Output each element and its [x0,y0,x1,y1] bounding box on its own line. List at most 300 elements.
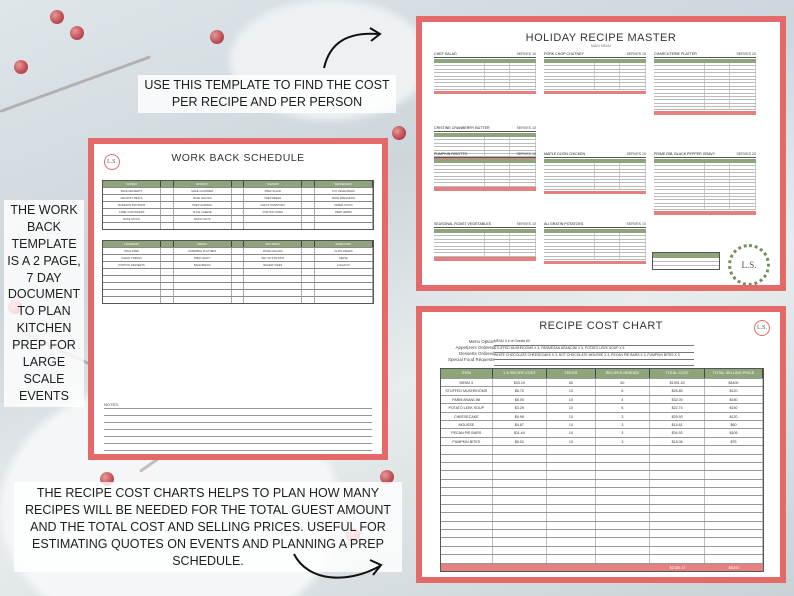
grid-cell[interactable] [232,216,244,222]
cost-cell[interactable] [650,547,705,554]
cost-cell[interactable] [493,480,548,487]
meta-label: Appetizers Ordered [455,345,495,351]
cost-cell[interactable] [493,471,548,478]
cost-cell[interactable] [705,547,763,554]
grid-cell[interactable] [161,202,173,208]
cost-cell[interactable] [441,455,493,462]
cost-cell[interactable]: 4 [596,396,651,403]
grid-cell[interactable] [103,269,161,275]
recipe-card-title [434,52,536,58]
grid-cell[interactable]: SERVE [315,255,373,261]
grid-cell[interactable] [244,283,302,289]
grid-cell[interactable] [174,269,232,275]
notes-line [104,450,372,451]
cost-cell[interactable] [493,513,548,520]
cost-cell[interactable] [596,522,651,529]
cost-cell[interactable]: 10 [547,396,595,403]
table-row [441,546,763,554]
grid-cell[interactable] [161,209,173,215]
cost-cell[interactable] [705,488,763,495]
cost-cell[interactable]: 3 [596,421,651,428]
cost-cell[interactable] [650,522,705,529]
grid-cell[interactable]: ROAST NUTS [174,216,232,222]
grid-cell[interactable] [302,216,314,222]
grid-cell[interactable]: MAKE CHOWDER [174,188,232,194]
cost-cell[interactable]: $18.06 [650,438,705,445]
cost-cell[interactable] [547,513,595,520]
cost-cell[interactable]: 10 [547,429,595,436]
grid-cell[interactable]: FINISH SAUCES [244,248,302,254]
cost-cell[interactable] [596,538,651,545]
grid-cell[interactable]: MAKE DRESSINGS [315,195,373,201]
recipe-cost-chart-sheet [416,306,786,583]
cost-cell[interactable]: $60 [705,421,763,428]
cost-cell[interactable] [493,538,548,545]
cost-cell[interactable] [441,522,493,529]
cost-cell[interactable]: 3 [596,438,651,445]
cost-cell[interactable]: PUMPKIN BITES [441,438,493,445]
recipe-card-name: MAPLE DIJON CHICKEN [544,152,586,156]
cost-cell[interactable] [650,471,705,478]
table-row [103,275,373,282]
summary-box [652,252,720,270]
grid-cell[interactable]: BAKE DESSERTS [103,188,161,194]
recipe-card-total [544,191,646,195]
arrow-icon [288,548,388,588]
cost-cell[interactable]: PECAN PIE BARS [441,429,493,436]
table-row [441,403,763,411]
grid-cell[interactable] [161,255,173,261]
cost-cell[interactable]: $3.29 [493,404,548,411]
notes-label: NOTES: [104,402,119,407]
cost-cell[interactable]: MOUSSE [441,421,493,428]
recipe-card-title [544,222,646,228]
cost-cell[interactable] [705,496,763,503]
grid-cell[interactable]: PORTION SIDES [244,209,302,215]
cost-cell[interactable] [596,480,651,487]
cost-cell[interactable]: $26.80 [650,387,705,394]
cost-cell[interactable]: 10 [547,438,595,445]
cost-cell[interactable] [596,530,651,537]
grid-header-cell [302,181,314,187]
table-row [441,386,763,394]
grid-cell[interactable] [244,297,302,303]
work-back-schedule-sheet [88,138,388,460]
cost-cell[interactable] [650,530,705,537]
grid-cell[interactable] [244,269,302,275]
cost-cell[interactable] [596,547,651,554]
grid-cell[interactable] [161,297,173,303]
cost-header-cell: FEEDS [547,369,595,378]
cost-cell[interactable]: 10 [547,421,595,428]
recipe-card [434,152,536,191]
grid-cell[interactable] [232,188,244,194]
grid-cell[interactable] [232,269,244,275]
table-row [441,462,763,470]
meta-value[interactable]: STUFFED MUSHROOMS X 4, PARMESAN ARANCINI X 5, POTATO LEEK SOUP X 6 [494,346,694,353]
cost-cell[interactable] [547,496,595,503]
grid-cell[interactable]: MARINATE PROTEINS [103,202,161,208]
table-row [441,428,763,436]
grid-cell[interactable] [161,262,173,268]
grid-cell[interactable] [302,209,314,215]
table-row [441,554,763,562]
grid-cell[interactable] [103,290,161,296]
cost-cell[interactable] [547,538,595,545]
grid-cell[interactable] [103,276,161,282]
cost-cell[interactable] [650,480,705,487]
cost-cell[interactable] [547,547,595,554]
cost-cell[interactable]: STUFFED MUSHROOMS [441,387,493,394]
grid-cell[interactable] [302,297,314,303]
grid-cell[interactable]: ORDER STOCK [315,202,373,208]
cost-cell[interactable]: $22.74 [650,404,705,411]
grid-cell[interactable] [315,223,373,229]
recipe-card-title [654,152,756,158]
grid-cell[interactable] [302,276,314,282]
table-row [103,201,373,208]
cost-cell[interactable] [705,538,763,545]
grid-cell[interactable] [103,297,161,303]
cost-cell[interactable] [650,455,705,462]
meta-value[interactable]: WHITE CHOCOLATE CHEESECAKE X 3, HOT CHOCOLATE MOUSSE X 3, PECAN PIE BARS X 3, PUMPKIN BITES X 3 [494,353,694,360]
cost-cell[interactable]: $150 [705,404,763,411]
grid-cell[interactable]: REHEAT SIDES [244,262,302,268]
cost-cell[interactable] [596,471,651,478]
grid-cell[interactable] [161,223,173,229]
notes-line [104,436,372,437]
table-row [441,512,763,520]
grid-header-cell: FRIDAY [174,241,232,247]
cost-cell[interactable]: $6.02 [493,438,548,445]
recipe-card-title [434,126,536,132]
grid-cell[interactable] [103,223,161,229]
grid-cell[interactable] [315,216,373,222]
grid-cell[interactable] [244,223,302,229]
grid-cell[interactable]: LABEL CONTAINERS [103,209,161,215]
grid-cell[interactable] [232,262,244,268]
cost-cell[interactable] [705,455,763,462]
cost-header-cell: RECIPES NEEDED [596,369,651,378]
cost-cell[interactable]: $120 [705,387,763,394]
notes-line [104,422,372,423]
cost-cell[interactable]: $33.19 [493,379,548,386]
cost-cell[interactable] [547,463,595,470]
recipe-card-row [544,257,646,260]
grid-cell[interactable] [302,188,314,194]
cost-cell[interactable] [441,555,493,562]
cost-cell[interactable] [547,555,595,562]
grid-cell[interactable] [315,269,373,275]
grid-cell[interactable]: ASSEMBLE PLATTERS [174,248,232,254]
recipe-card-total [654,111,756,115]
grid-cell[interactable]: PORTION DESSERTS [103,262,161,268]
cost-cell[interactable]: CHEESECAKE [441,413,493,420]
grid-cell[interactable] [174,297,232,303]
meta-label: Desserts Ordered [459,351,495,357]
cost-cell[interactable]: $14.61 [650,421,705,428]
cost-cell[interactable] [705,522,763,529]
cost-cell[interactable] [596,513,651,520]
grid-header-cell: SUNDAY [103,181,161,187]
grid-cell[interactable] [232,255,244,261]
cost-cell[interactable] [596,555,651,562]
recipe-card-total [654,211,756,215]
recipe-card-total [544,91,646,95]
cost-cell[interactable] [547,505,595,512]
recipe-card-row [434,183,536,186]
cost-cell[interactable] [596,496,651,503]
grid-cell[interactable] [161,283,173,289]
cost-cell[interactable]: $160 [705,396,763,403]
cost-cell[interactable] [705,471,763,478]
cost-cell[interactable]: 6 [596,404,651,411]
cost-cell[interactable] [493,455,548,462]
cost-cell[interactable] [441,446,493,453]
grid-cell[interactable] [302,195,314,201]
cost-cell[interactable] [441,488,493,495]
grid-cell[interactable] [161,290,173,296]
grid-cell[interactable] [315,290,373,296]
grid-cell[interactable] [302,283,314,289]
cost-cell[interactable] [441,547,493,554]
recipe-cost-meta-labels [448,339,495,363]
grid-cell[interactable] [174,223,232,229]
recipe-card-title [654,52,756,58]
cost-cell[interactable]: $120 [705,413,763,420]
cost-cell[interactable] [493,488,548,495]
grid-cell[interactable] [302,290,314,296]
cost-cell[interactable]: MENU 3 [441,379,493,386]
cost-cell[interactable] [493,522,548,529]
meta-value[interactable]: MENU 3 # of Guests 60 [494,339,694,346]
grid-cell[interactable] [302,255,314,261]
cost-cell[interactable]: 60 [547,379,595,386]
grid-cell[interactable] [315,297,373,303]
cost-cell[interactable]: $75 [705,438,763,445]
grid-cell[interactable] [315,283,373,289]
cost-cell[interactable]: 10 [547,413,595,420]
table-row [441,445,763,453]
cost-cell[interactable] [441,463,493,470]
cost-cell[interactable] [596,455,651,462]
cost-cell[interactable] [441,480,493,487]
cost-cell[interactable] [705,505,763,512]
cost-cell[interactable] [441,505,493,512]
grid-cell[interactable] [161,216,173,222]
table-row [441,529,763,537]
cost-cell[interactable] [705,513,763,520]
cost-cell[interactable]: $4.87 [493,421,548,428]
grid-cell[interactable]: SET UP STATIONS [244,255,302,261]
recipe-card-name: SEASONAL ROAST VEGETABLES [434,222,492,226]
recipe-card-serves: SERVES 10 [516,126,536,130]
cost-cell[interactable] [596,505,651,512]
grid-cell[interactable] [161,269,173,275]
table-row [441,487,763,495]
recipe-card [654,52,756,115]
cost-cell[interactable]: 6 [596,387,651,394]
grid-cell[interactable] [232,283,244,289]
grid-cell[interactable]: CLEAN UP [315,262,373,268]
recipe-card-total [434,187,536,191]
cost-cell[interactable]: $9.98 [493,413,548,420]
grid-cell[interactable] [161,248,173,254]
cost-cell[interactable] [547,522,595,529]
grid-cell[interactable]: PREP GRAVY [174,255,232,261]
grid-cell[interactable]: MAKE STOCK [103,216,161,222]
table-row [441,412,763,420]
cost-cell[interactable]: 10 [547,387,595,394]
recipe-card-row [544,187,646,190]
cost-cell[interactable] [650,496,705,503]
table-row [441,495,763,503]
cost-cell[interactable]: 60 [596,379,651,386]
notes-line [104,415,372,416]
grid-cell[interactable] [174,276,232,282]
cost-cell[interactable] [547,446,595,453]
grid-cell[interactable] [244,216,302,222]
grid-cell[interactable] [161,188,173,194]
cost-cell[interactable] [596,446,651,453]
grid-cell[interactable] [302,223,314,229]
cost-cell[interactable] [596,488,651,495]
work-back-subtext [94,166,382,180]
grid-cell[interactable] [174,290,232,296]
cost-cell[interactable] [705,480,763,487]
table-row [103,194,373,201]
table-row [103,187,373,194]
cost-cell[interactable]: $29.93 [650,413,705,420]
cost-cell[interactable] [441,530,493,537]
cost-cell[interactable]: $32.00 [650,396,705,403]
cost-cell[interactable] [441,513,493,520]
grid-cell[interactable]: CHECK TIMINGS [103,255,161,261]
cost-cell[interactable] [493,547,548,554]
grid-cell[interactable] [315,276,373,282]
cost-cell[interactable] [705,463,763,470]
grid-cell[interactable]: PREP BREAD [244,195,302,201]
cost-cell[interactable] [705,446,763,453]
grid-cell[interactable] [232,248,244,254]
cost-cell[interactable]: POTATO LEEK SOUP [441,404,493,411]
recipe-card-title [544,152,646,158]
cost-cell[interactable]: $11.64 [493,429,548,436]
grid-header-cell [161,241,173,247]
recipe-cost-table [440,368,764,572]
grid-cell[interactable] [161,195,173,201]
recipe-card [654,152,756,215]
grid-cell[interactable]: PLATE DISHES [315,248,373,254]
grid-cell[interactable] [161,276,173,282]
cost-cell[interactable]: $1991.40 [650,379,705,386]
grid-cell[interactable]: MAKE SAUCES [174,195,232,201]
grid-cell[interactable] [244,276,302,282]
cost-cell[interactable] [441,538,493,545]
cost-cell[interactable] [650,538,705,545]
grid-cell[interactable]: PREP GARNISH [174,202,232,208]
berry [70,26,84,40]
grid-cell[interactable]: PREP HERBS [315,209,373,215]
grid-cell[interactable] [232,209,244,215]
grid-cell[interactable] [232,202,244,208]
cost-cell[interactable] [493,496,548,503]
cost-header-cell: ITEM [441,369,493,378]
grid-cell[interactable] [302,248,314,254]
cost-cell[interactable] [547,471,595,478]
grid-cell[interactable] [174,283,232,289]
grid-cell[interactable] [302,202,314,208]
cost-cell[interactable]: PARM ARANCINI [441,396,493,403]
grid-cell[interactable]: PREP SALAD [244,188,302,194]
cost-cell[interactable] [547,488,595,495]
cost-cell[interactable] [650,463,705,470]
cost-cell[interactable] [547,480,595,487]
total-cell [493,564,548,571]
grid-cell[interactable] [232,195,244,201]
cost-cell[interactable] [493,505,548,512]
cost-cell[interactable]: $8.00 [493,396,548,403]
grid-cell[interactable] [232,223,244,229]
cost-cell[interactable] [650,555,705,562]
cost-cell[interactable]: 10 [547,404,595,411]
cost-cell[interactable] [493,530,548,537]
berry [50,10,64,24]
cost-cell[interactable] [493,463,548,470]
cost-cell[interactable] [441,496,493,503]
cost-cell[interactable] [547,455,595,462]
table-row [103,296,373,303]
grid-cell[interactable]: CHECK INVENTORY [244,202,302,208]
grid-cell[interactable]: DEFROST MEATS [103,195,161,201]
recipe-card-serves: SERVES 10 [516,52,536,56]
recipe-card [434,222,536,261]
grid-cell[interactable] [232,297,244,303]
cost-cell[interactable]: $34.92 [650,429,705,436]
cost-cell[interactable]: 3 [596,429,651,436]
cost-cell[interactable] [650,505,705,512]
cost-cell[interactable] [493,446,548,453]
grid-cell[interactable]: SLICE CHEESE [174,209,232,215]
cost-cell[interactable] [596,463,651,470]
cost-cell[interactable] [705,555,763,562]
cost-cell[interactable] [650,488,705,495]
grid-cell[interactable]: FINAL PREP [103,248,161,254]
cost-cell[interactable] [705,530,763,537]
grid-cell[interactable]: CUT VEGETABLES [315,188,373,194]
grid-cell[interactable] [302,269,314,275]
grid-cell[interactable] [103,283,161,289]
cost-cell[interactable] [493,555,548,562]
cost-cell[interactable] [650,446,705,453]
cost-cell[interactable]: $4400 [705,379,763,386]
cost-cell[interactable]: 3 [596,413,651,420]
cost-cell[interactable]: $105 [705,429,763,436]
grid-cell[interactable]: BAKE BREAD [174,262,232,268]
grid-cell[interactable] [302,262,314,268]
recipe-cost-meta-values [494,339,694,366]
grid-cell[interactable] [244,290,302,296]
cost-cell[interactable] [650,513,705,520]
grid-cell[interactable] [232,276,244,282]
meta-label: Menu Option [468,339,495,344]
grid-cell[interactable] [232,290,244,296]
cost-cell[interactable] [441,471,493,478]
meta-value[interactable] [494,360,694,366]
cost-cell[interactable] [547,530,595,537]
table-row [441,537,763,545]
cost-cell[interactable]: $6.70 [493,387,548,394]
